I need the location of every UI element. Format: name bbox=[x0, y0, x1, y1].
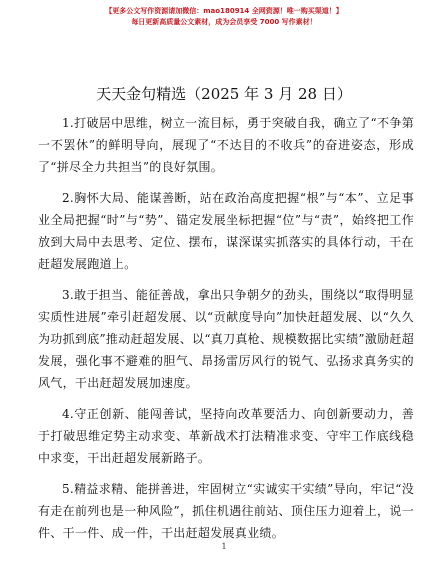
document-title: 天天金句精选（2025 年 3 月 28 日） bbox=[96, 85, 352, 103]
paragraph-5: 5.精益求精、能拼善进，牢固树立“实诚实干实绩”导向，牢记“没有走在前列也是一种风险”，抓住机遇往前站、顶住压力迎着上，说一件、干一件、成一件，干出赶超发展真业绩。 bbox=[38, 482, 414, 540]
document-body bbox=[38, 112, 414, 553]
paragraph-4: 4.守正创新、能闯善试，坚持向改革要活力、向创新要动力，善于打破思维定势主动求变、革新战术打法精准求变、守牢工作底线稳中求变，干出赶超发展新路子。 bbox=[38, 407, 414, 465]
paragraph-2: 2.胸怀大局、能谋善断，站在政治高度把握“根”与“本”、立足事业全局把握“时”与“势”、锚定发展坐标把握“位”与“责”，始终把工作放到大局中去思考、定位、摆布，谋深谋实抓落实的具体行动，干在赶超发展跑道上。 bbox=[38, 191, 414, 271]
banner-line-1: 【更多公文写作资源请加微信：mao180914 全网资源！唯一购买渠道！】 bbox=[105, 7, 343, 15]
banner-line-2: 每日更新高质量公文素材，成为会员享受 7000 写作素材！ bbox=[131, 18, 317, 26]
page-number: 1 bbox=[221, 542, 227, 551]
header-banner bbox=[0, 6, 448, 28]
paragraph-3: 3.敢于担当、能征善战，拿出只争朝夕的劲头，围绕以“取得明显实质性进展”牵引赶超发展、以“贡献度导向”加快赶超发展、以“久久为功抓到底”推动赶超发展、以“真刀真枪、规模数据比实绩”激励赶超发展，强化事不避难的胆气、昂扬雷厉风行的锐气、弘扬求真务实的风气，干出赶超发展加速度。 bbox=[38, 288, 415, 390]
paragraph-1: 1.打破居中思维，树立一流目标，勇于突破自我，确立了“不争第一不罢休”的鲜明导向，展现了“不达目的不收兵”的奋进姿态，形成了“拼尽全力共担当”的良好氛围。 bbox=[38, 116, 414, 174]
